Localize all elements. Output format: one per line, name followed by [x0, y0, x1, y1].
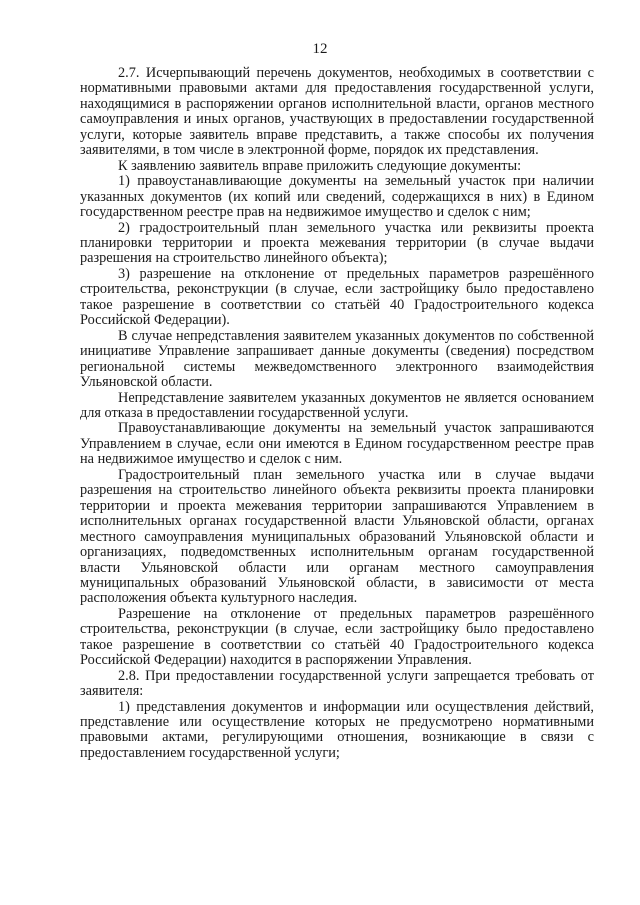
paragraph-interagency-request: В случае непредставления заявителем указанных документов по собственной инициативе Управление запрашивает данные документы (сведения) посредством региональной системы межведомственного электронного взаимодействия Ульяновской области. — [80, 327, 594, 391]
paragraph-2-8: 2.8. При предоставлении государственной услуги запрещается требовать от заявителя: — [80, 667, 594, 700]
list-item-2-urban-plan: 2) градостроительный план земельного участка или реквизиты проекта планировки территории и проекта межевания территории (в случае выдачи разрешения на строительство линейного объекта); — [80, 219, 594, 267]
list-item-3-deviation-permit: 3) разрешение на отклонение от предельных параметров разрешённого строительства, реконструкции (в случае, если застройщику было предоставлено такое разрешение в соответствии со статьёй 40 Градостроительного кодекса Российской Федерации). — [80, 265, 594, 329]
paragraph-title-documents-request: Правоустанавливающие документы на земельный участок запрашиваются Управлением в случае, если они имеются в Едином государственном реестре прав на недвижимое имущество и сделок с ним. — [80, 420, 594, 468]
paragraph-not-grounds-for-refusal: Непредставление заявителем указанных документов не является основанием для отказа в предоставлении государственной услуги. — [80, 389, 594, 421]
list-item-1-title-documents: 1) правоустанавливающие документы на земельный участок при наличии указанных документов (их копий или сведений, содержащихся в них) в Едином государственном реестре прав на недвижимое имущество и сделок с ним; — [80, 173, 594, 221]
document-body — [80, 66, 594, 761]
paragraph-urban-plan-request: Градостроительный план земельного участка или в случае выдачи разрешения на строительство линейного объекта реквизиты проекта планировки территории и проекта межевания территории запрашиваются Управлением в исполнительных органах государственной власти Ульяновской области, органах местного самоуправления муниципальных образований Ульяновской области и организациях, подведомственных исполнительным органам государственной власти Ульяновской области или органам местного самоуправления муниципальных образований Ульяновской области, в зависимости от места расположения объекта культурного наследия. — [80, 466, 594, 607]
paragraph-2-7: 2.7. Исчерпывающий перечень документов, необходимых в соответствии с нормативными правовыми актами для предоставления государственной услуги, находящимися в распоряжении органов исполнительной власти, органов местного самоуправления и иных органов, участвующих в предоставлении государственной услуги, которые заявитель вправе представить, а также способы их получения заявителями, в том числе в электронной форме, порядок их представления. — [80, 65, 594, 159]
paragraph-documents-intro: К заявлению заявитель вправе приложить следующие документы: — [118, 157, 522, 174]
list-item-prohibition-1: 1) представления документов и информации или осуществления действий, представление или осуществление которых не предусмотрено нормативными правовыми актами, регулирующими отношения, возникающие в связи с предоставлением государственной услуги; — [80, 698, 594, 761]
paragraph-deviation-permit-held: Разрешение на отклонение от предельных параметров разрешённого строительства, реконструкции (в случае, если застройщику было предоставлено такое разрешение в соответствии со статьёй 40 Градостроительного кодекса Российской Федерации) находится в распоряжении Управления. — [80, 605, 594, 669]
page-number: 12 — [312, 41, 328, 57]
